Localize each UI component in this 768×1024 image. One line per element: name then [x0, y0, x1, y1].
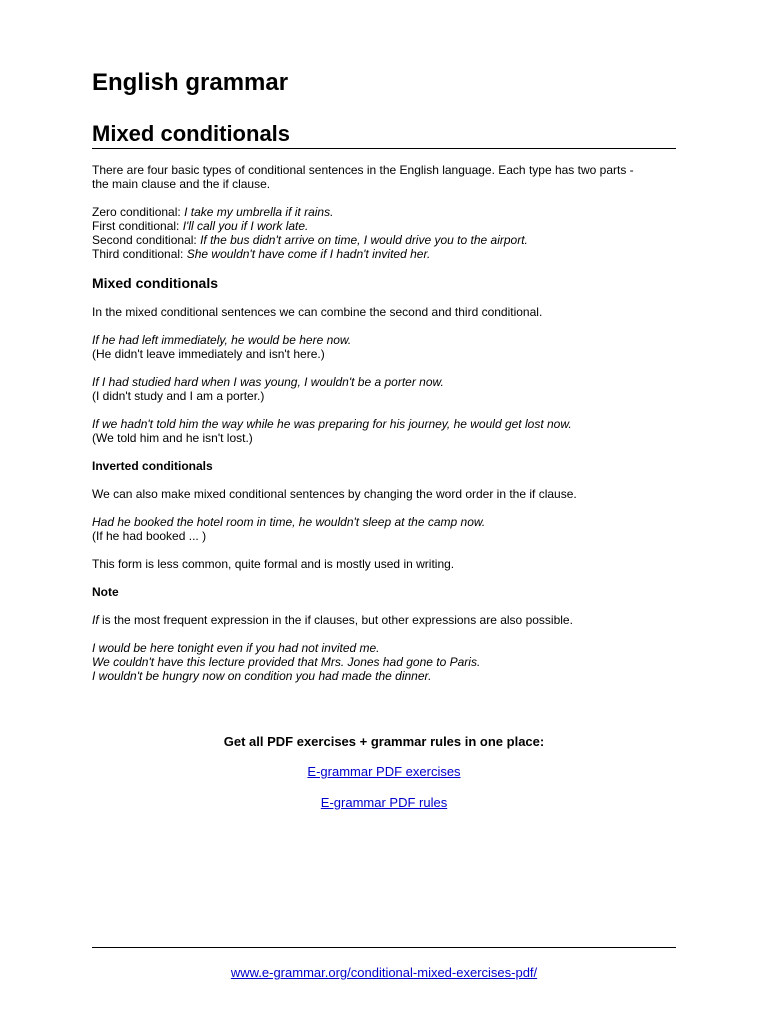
inverted-intro: We can also make mixed conditional sentences by changing the word order in the if clause.	[92, 487, 577, 501]
intro-paragraph	[92, 163, 676, 191]
type-label: Zero conditional:	[92, 205, 185, 219]
page-title: English grammar	[92, 69, 289, 96]
note-example: I wouldn't be hungry now on condition you had made the dinner.	[92, 669, 432, 683]
type-label: Second conditional:	[92, 233, 201, 247]
note-example: We couldn't have this lecture provided that Mrs. Jones had gone to Paris.	[92, 655, 481, 669]
type-example: I take my umbrella if it rains.	[184, 205, 334, 219]
type-example: I'll call you if I work late.	[182, 219, 309, 233]
example-note: (He didn't leave immediately and isn't here.)	[92, 347, 325, 361]
mixed-example-1	[92, 333, 676, 361]
inverted-heading: Inverted conditionals	[92, 459, 213, 473]
note-example: I would be here tonight even if you had not invited me.	[92, 641, 380, 655]
example-sentence: If I had studied hard when I was young, I wouldn't be a porter now.	[92, 375, 444, 389]
promo-link-2-row	[92, 795, 676, 811]
inverted-example	[92, 515, 676, 543]
example-note: (If he had booked ... )	[92, 529, 207, 543]
example-sentence: Had he booked the hotel room in time, he wouldn't sleep at the camp now.	[92, 515, 486, 529]
example-note: (We told him and he isn't lost.)	[92, 431, 253, 445]
pdf-rules-link[interactable]: E-grammar PDF rules	[320, 795, 448, 810]
mixed-example-3	[92, 417, 676, 445]
footer	[92, 965, 676, 981]
type-label: First conditional:	[92, 219, 183, 233]
inverted-remark: This form is less common, quite formal and is mostly used in writing.	[92, 557, 455, 571]
type-label: Third conditional:	[92, 247, 187, 261]
page-subtitle: Mixed conditionals	[92, 121, 291, 146]
note-text: If is the most frequent expression in the if clauses, but other expressions are also possible.	[92, 613, 573, 627]
type-example: She wouldn't have come if I hadn't invited her.	[186, 247, 431, 261]
mixed-intro: In the mixed conditional sentences we can combine the second and third conditional.	[92, 305, 543, 319]
promo-link-1-row	[92, 764, 676, 780]
title-divider	[92, 148, 676, 149]
mixed-example-2	[92, 375, 676, 403]
intro-line-1: There are four basic types of conditional sentences in the English language. Each type has two parts -	[92, 163, 634, 177]
intro-line-2: the main clause and the if clause.	[92, 177, 271, 191]
type-example: If the bus didn't arrive on time, I would drive you to the airport.	[200, 233, 528, 247]
promo-heading: Get all PDF exercises + grammar rules in one place:	[223, 734, 545, 749]
footer-url-link[interactable]: www.e-grammar.org/conditional-mixed-exercises-pdf/	[230, 965, 538, 980]
example-sentence: If we hadn't told him the way while he was preparing for his journey, he would get lost now.	[92, 417, 572, 431]
example-note: (I didn't study and I am a porter.)	[92, 389, 265, 403]
footer-divider	[92, 947, 676, 948]
note-examples	[92, 641, 676, 683]
conditional-types-list	[92, 205, 676, 261]
mixed-heading: Mixed conditionals	[92, 275, 219, 291]
example-sentence: If he had left immediately, he would be here now.	[92, 333, 352, 347]
note-heading: Note	[92, 585, 119, 599]
pdf-exercises-link[interactable]: E-grammar PDF exercises	[307, 764, 461, 779]
